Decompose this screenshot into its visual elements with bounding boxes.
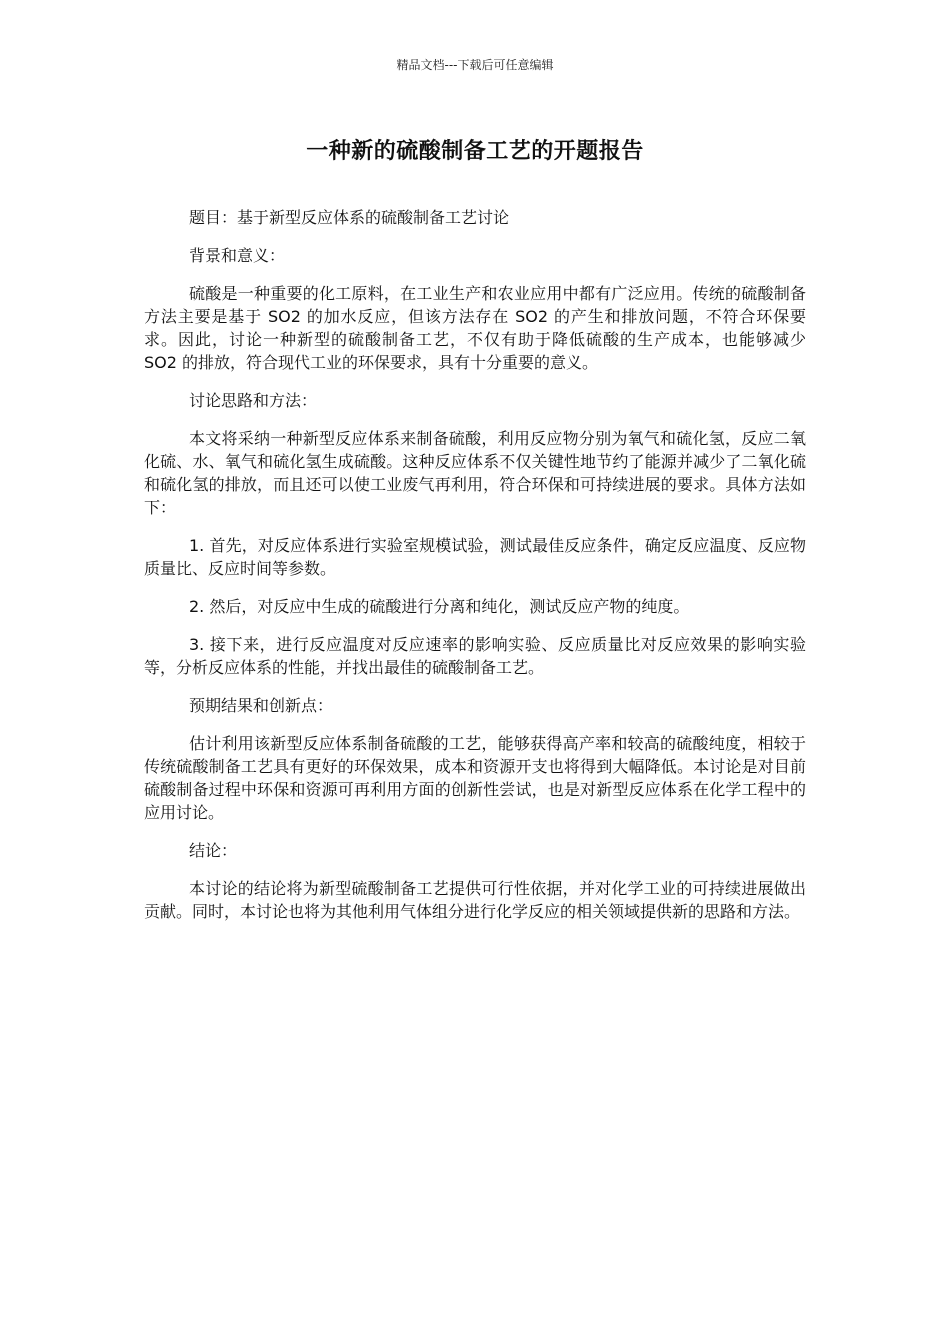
background-paragraph: 硫酸是一种重要的化工原料，在工业生产和农业应用中都有广泛应用。传统的硫酸制备方法主要是基于 SO2 的加水反应，但该方法存在 SO2 的产生和排放问题，不符合环保要求。因此，讨论一种新型的硫酸制备工艺，不仅有助于降低硫酸的生产成本，也能够减少 SO2 的排放，符合现代工业的环保要求，具有十分重要的意义。	[144, 284, 806, 372]
document-title: 一种新的硫酸制备工艺的开题报告	[306, 139, 644, 164]
section-heading-expected-results: 预期结果和创新点：	[189, 696, 334, 715]
section-heading-method: 讨论思路和方法：	[189, 391, 318, 410]
topic-line: 题目：基于新型反应体系的硫酸制备工艺讨论	[189, 208, 510, 227]
method-paragraph: 本文将采纳一种新型反应体系来制备硫酸，利用反应物分别为氧气和硫化氢，反应二氧化硫、水、氧气和硫化氢生成硫酸。这种反应体系不仅关键性地节约了能源并减少了二氧化硫和硫化氢的排放，而且还可以使工业废气再利用，符合环保和可持续进展的要求。具体方法如下：	[144, 429, 806, 517]
document-body	[144, 206, 806, 938]
conclusion-paragraph: 本讨论的结论将为新型硫酸制备工艺提供可行性依据，并对化学工业的可持续进展做出贡献。同时，本讨论也将为其他利用气体组分进行化学反应的相关领域提供新的思路和方法。	[144, 879, 806, 921]
page-header: 精品文档---下载后可任意编辑	[396, 58, 554, 72]
expected-results-paragraph: 估计利用该新型反应体系制备硫酸的工艺，能够获得高产率和较高的硫酸纯度，相较于传统硫酸制备工艺具有更好的环保效果，成本和资源开支也将得到大幅降低。本讨论是对目前硫酸制备过程中环保和资源可再利用方面的创新性尝试，也是对新型反应体系在化学工程中的应用讨论。	[144, 734, 806, 822]
section-heading-background: 背景和意义：	[189, 246, 286, 265]
method-step-1: 1. 首先，对反应体系进行实验室规模试验，测试最佳反应条件，确定反应温度、反应物质量比、反应时间等参数。	[144, 536, 806, 578]
method-step-3: 3. 接下来，进行反应温度对反应速率的影响实验、反应质量比对反应效果的影响实验等，分析反应体系的性能，并找出最佳的硫酸制备工艺。	[144, 635, 806, 677]
section-heading-conclusion: 结论：	[189, 841, 238, 860]
method-step-2: 2. 然后，对反应中生成的硫酸进行分离和纯化，测试反应产物的纯度。	[189, 597, 690, 616]
